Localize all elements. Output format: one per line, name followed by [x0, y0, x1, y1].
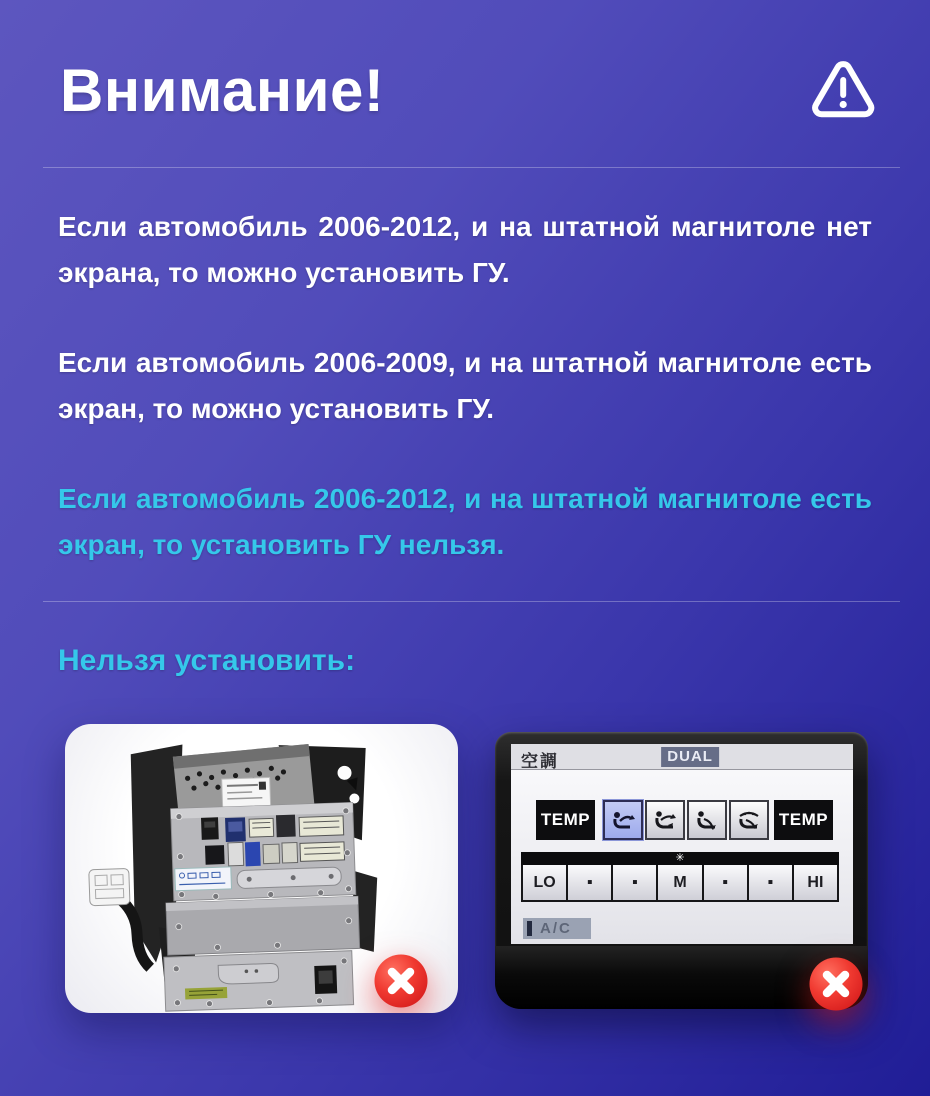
rule-paragraph-3: Если автомобиль 2006-2012, и на штатной магнитоле есть экран, то установить ГУ нельзя. — [58, 483, 872, 560]
rule-paragraph-1: Если автомобиль 2006-2012, и на штатной магнитоле нет экрана, то можно установить ГУ. — [58, 211, 872, 288]
climate-screen-photo-card — [495, 724, 868, 1013]
head-unit-photo-card — [65, 724, 458, 1013]
fan-m-button: M — [658, 865, 701, 900]
divider — [43, 601, 900, 602]
fan-step-button: ▪ — [613, 865, 656, 900]
temp-left-button: TEMP — [536, 800, 595, 840]
warning-triangle-icon — [811, 61, 875, 121]
climate-title: 空調 — [521, 752, 559, 771]
fan-step-button: ▪ — [749, 865, 792, 900]
climate-screen — [511, 744, 853, 944]
fan-icon: ✳ — [521, 852, 839, 865]
rule-paragraph-2: Если автомобиль 2006-2009, и на штатной магнитоле есть экран, то можно установить ГУ. — [58, 347, 872, 424]
rules-section — [0, 168, 930, 568]
vent-mode-buttons — [603, 800, 769, 840]
fan-speed-buttons — [521, 865, 839, 902]
cross-icon — [809, 957, 863, 1011]
vent-face-icon — [603, 800, 643, 840]
cannot-install-section — [0, 644, 930, 1013]
ac-button: A/C — [523, 918, 591, 939]
climate-status-bar — [511, 744, 853, 770]
header — [0, 0, 930, 125]
example-photos — [0, 724, 930, 1013]
vent-face-feet-icon — [645, 800, 685, 840]
dual-button: DUAL — [661, 747, 719, 767]
fan-step-button: ▪ — [568, 865, 611, 900]
cross-icon — [374, 954, 428, 1008]
cannot-install-label: Нельзя установить: — [58, 644, 356, 677]
page-title: Внимание! — [60, 57, 385, 124]
vent-feet-icon — [687, 800, 727, 840]
fan-step-button: ▪ — [704, 865, 747, 900]
fan-lo-button: LO — [523, 865, 566, 900]
temp-right-button: TEMP — [774, 800, 833, 840]
vent-defrost-feet-icon — [729, 800, 769, 840]
fan-hi-button: HI — [794, 865, 837, 900]
